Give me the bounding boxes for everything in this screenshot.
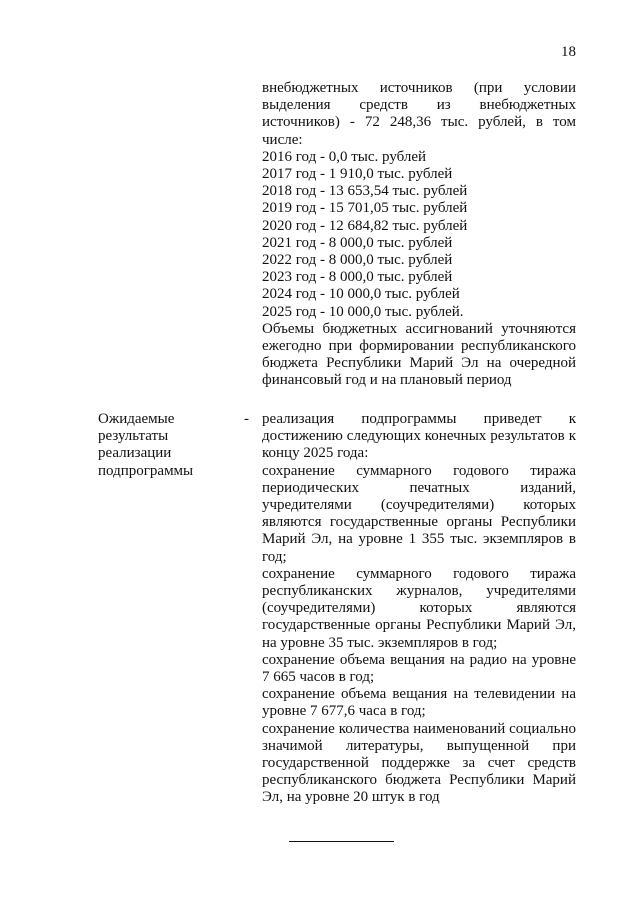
results-block [262,411,576,807]
funding-note: Объемы бюджетных ассигнований уточняются ежегодно при формировании республиканского бюджета Республики Марий Эл на очередной финансовый год и на плановый период [262,320,576,389]
results-paragraph: сохранение объема вещания на телевидении на уровне 7 677,6 часа в год; [262,686,576,720]
results-paragraph: реализация подпрограммы приведет к достижению следующих конечных результатов к концу 2025 года: [262,411,576,462]
funding-year-line: 2023 год - 8 000,0 тыс. рублей [262,269,453,286]
results-label-line: реализации [98,445,172,462]
funding-intro-line: внебюджетных источников (при условии [262,80,576,96]
page-number: 18 [561,44,576,60]
results-label-line: Ожидаемые [98,411,175,427]
funding-year-line: 2025 год - 10 000,0 тыс. рублей. [262,303,464,320]
funding-year-line: 2018 год - 13 653,54 тыс. рублей [262,183,468,200]
results-paragraph: сохранение объема вещания на радио на уровне 7 665 часов в год; [262,651,576,686]
results-label-line: подпрограммы [98,462,194,479]
funding-intro-line: источников) - 72 248,36 тыс. рублей, в том [262,114,576,131]
results-label-line: результаты [98,428,169,445]
results-label [98,411,238,480]
funding-block [262,80,576,390]
funding-intro-line: выделения средств из внебюджетных [262,97,576,114]
funding-year-line: 2024 год - 10 000,0 тыс. рублей [262,286,460,303]
funding-year-line: 2019 год - 15 701,05 тыс. рублей [262,200,468,217]
closing-rule [289,841,394,842]
label-dash: - [244,411,249,427]
funding-year-line: 2022 год - 8 000,0 тыс. рублей [262,252,453,269]
results-paragraph: сохранение суммарного годового тиража республиканских журналов, учредителями (соучредителями) которых являются государственные органы Республики Марий Эл, на уровне 35 тыс. экземпляров в год; [262,565,576,651]
funding-intro-line: числе: [262,131,303,148]
funding-year-line: 2020 год - 12 684,82 тыс. рублей [262,217,468,234]
funding-year-line: 2021 год - 8 000,0 тыс. рублей [262,234,453,251]
funding-year-line: 2016 год - 0,0 тыс. рублей [262,148,427,165]
results-paragraph: сохранение количества наименований социально значимой литературы, выпущенной при государственной поддержке за счет средств республиканского бюджета Республики Марий Эл, на уровне 20 штук в год [262,720,576,806]
results-paragraph: сохранение суммарного годового тиража периодических печатных изданий, учредителями (соучредителями) которых являются государственные органы Республики Марий Эл, на уровне 1 355 тыс. экземпляров в год; [262,462,576,565]
funding-year-line: 2017 год - 1 910,0 тыс. рублей [262,166,453,183]
